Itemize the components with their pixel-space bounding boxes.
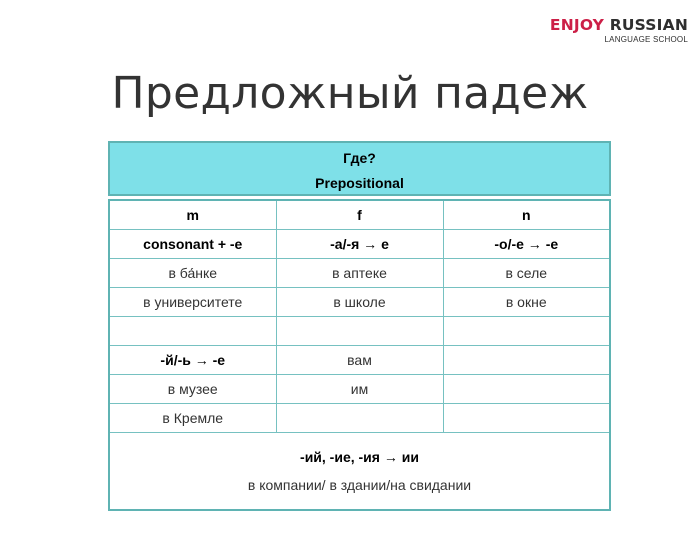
table-row (109, 259, 610, 288)
slide-title: Предложный падеж (111, 68, 589, 119)
table-cell: в Кремле (109, 404, 276, 433)
table-cell (276, 317, 443, 346)
table-row (109, 317, 610, 346)
table-row (109, 375, 610, 404)
footer-cell (109, 433, 610, 511)
footer-rule: -ий, -ие, -ия → ии (300, 449, 419, 465)
table-cell (443, 404, 610, 433)
column-header-neuter: n (443, 200, 610, 230)
table-row (109, 230, 610, 259)
table-cell: им (276, 375, 443, 404)
table-cell: в музее (109, 375, 276, 404)
endings-table (108, 199, 611, 511)
logo-subtitle: LANGUAGE SCHOOL (604, 35, 688, 44)
column-header-masculine: m (109, 200, 276, 230)
logo-russian-text: RUSSIAN (609, 16, 688, 34)
table-row (109, 346, 610, 375)
table-row (109, 404, 610, 433)
table-cell: в школе (276, 288, 443, 317)
table-cell (276, 404, 443, 433)
header-case-name: Prepositional (315, 175, 404, 191)
table-cell: в ба́нке (109, 259, 276, 288)
table-cell: в селе (443, 259, 610, 288)
table-cell (109, 317, 276, 346)
table-cell (443, 375, 610, 404)
table-cell: в аптеке (276, 259, 443, 288)
logo-enjoy-text: ENJOY (549, 16, 605, 34)
table-cell (443, 346, 610, 375)
table-cell: в университете (109, 288, 276, 317)
table-cell: вам (276, 346, 443, 375)
column-header-row (109, 200, 610, 230)
school-logo (550, 16, 688, 44)
table-cell: -о/-е → -е (443, 230, 610, 259)
table-cell: -й/-ь → -е (109, 346, 276, 375)
table-row (109, 288, 610, 317)
logo-wordmark (550, 16, 688, 34)
column-header-feminine: f (276, 200, 443, 230)
table-header-box (108, 141, 611, 196)
footer-example: в компании/ в здании/на свидании (247, 477, 472, 493)
table-cell: -а/-я → е (276, 230, 443, 259)
footer-row (109, 433, 610, 511)
table-cell (443, 317, 610, 346)
header-question: Где? (343, 150, 376, 166)
table-cell: в окне (443, 288, 610, 317)
table-cell: consonant + -е (109, 230, 276, 259)
